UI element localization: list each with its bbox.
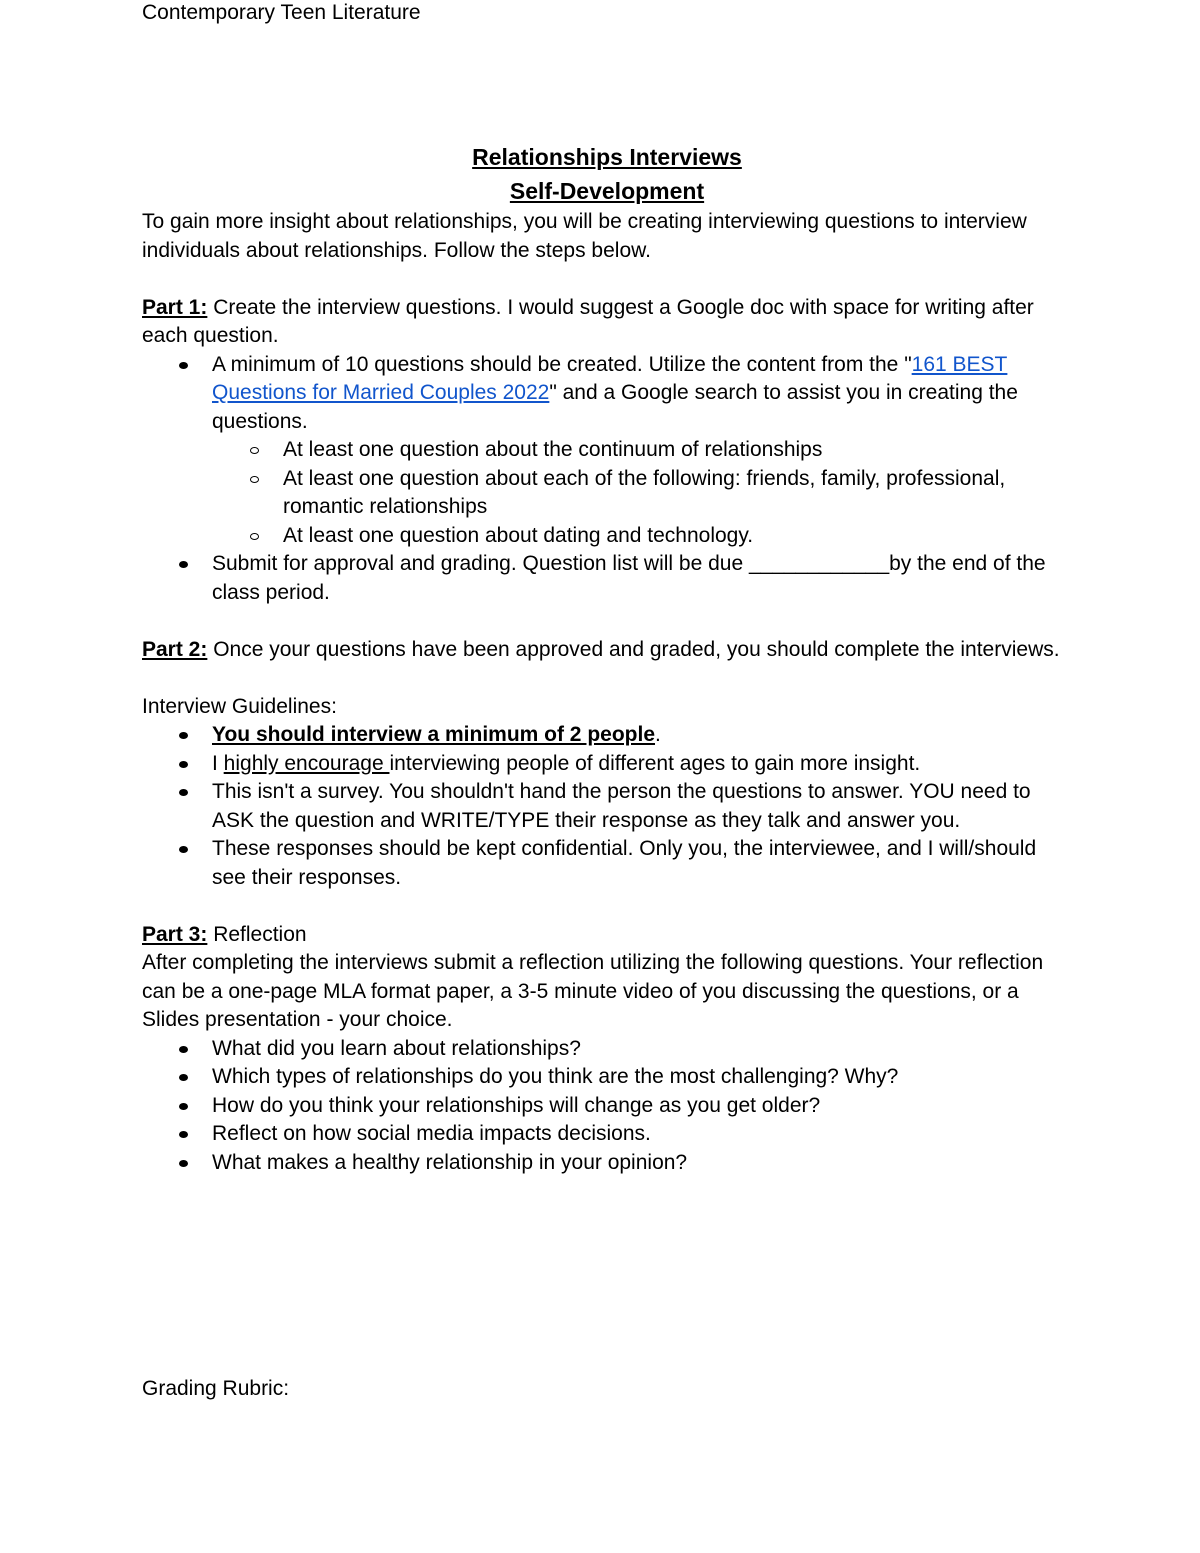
list-item: What makes a healthy relationship in your opinion? (212, 1149, 1072, 1178)
list-item: How do you think your relationships will change as you get older? (212, 1092, 1072, 1121)
list-item: This isn't a survey. You shouldn't hand the person the questions to answer. YOU need to ASK the question and WRITE/TYPE their response as they talk and answer you. (212, 778, 1072, 835)
part1-list (142, 351, 1072, 608)
part3-label: Part 3: (142, 922, 208, 946)
part3-description: After completing the interviews submit a reflection utilizing the following questions. Your reflection can be a one-page MLA format paper, a 3-5 minute video of you discussing the questions, or a Slides presentation - your choice. (142, 951, 1044, 1031)
reflection-questions-list (142, 1035, 1072, 1178)
guidelines-heading: Interview Guidelines: (142, 694, 337, 718)
grading-rubric-label: Grading Rubric: (142, 1377, 290, 1400)
document-title: Relationships Interviews (472, 144, 742, 170)
document-subtitle: Self-Development (509, 178, 705, 204)
list-item: These responses should be kept confidential. Only you, the interviewee, and I will/should see their responses. (212, 835, 1072, 892)
list-item: What did you learn about relationships? (212, 1035, 1072, 1064)
list-item: I highly encourage interviewing people of different ages to gain more insight. (212, 750, 1072, 779)
guidelines-list (142, 721, 1072, 892)
part1-text: Create the interview questions. I would suggest a Google doc with space for writing after each question. (142, 295, 1034, 347)
questions-article-link[interactable]: 161 BEST Questions for Married Couples 2022 (212, 352, 1008, 404)
list-item: At least one question about each of the following: friends, family, professional, romantic relationships (283, 465, 1072, 522)
part2-text: Once your questions have been approved and graded, you should complete the interviews. (207, 637, 1060, 661)
list-item: At least one question about dating and technology. (283, 522, 1072, 551)
part1-sublist (212, 436, 1072, 550)
part2-label: Part 2: (142, 637, 208, 661)
part1-paragraph (142, 294, 1072, 351)
part1-label: Part 1: (142, 295, 208, 319)
list-item: Submit for approval and grading. Question list will be due ____________by the end of the class period. (212, 550, 1072, 607)
part3-text: Reflection (207, 922, 307, 946)
page-header: Contemporary Teen Literature (142, 1, 421, 24)
list-item: Which types of relationships do you think are the most challenging? Why? (212, 1063, 1072, 1092)
list-item: A minimum of 10 questions should be created. Utilize the content from the "161 BEST Questions for Married Couples 2022" and a Google search to assist you in creating the questions. At least one question about the continuum of relationships At least one question about each of the following: friends, family, professional, romantic relationships At least one question about dating and technology. (212, 351, 1072, 551)
part2-paragraph (142, 636, 1072, 665)
list-item: You should interview a minimum of 2 people. (212, 721, 1072, 750)
list-item: At least one question about the continuum of relationships (283, 436, 1072, 465)
document-body (142, 140, 1072, 1177)
list-item: Reflect on how social media impacts decisions. (212, 1120, 1072, 1149)
intro-paragraph: To gain more insight about relationships, you will be creating interviewing questions to interview individuals about relationships. Follow the steps below. (142, 210, 1027, 262)
part3-paragraph (142, 921, 1072, 950)
